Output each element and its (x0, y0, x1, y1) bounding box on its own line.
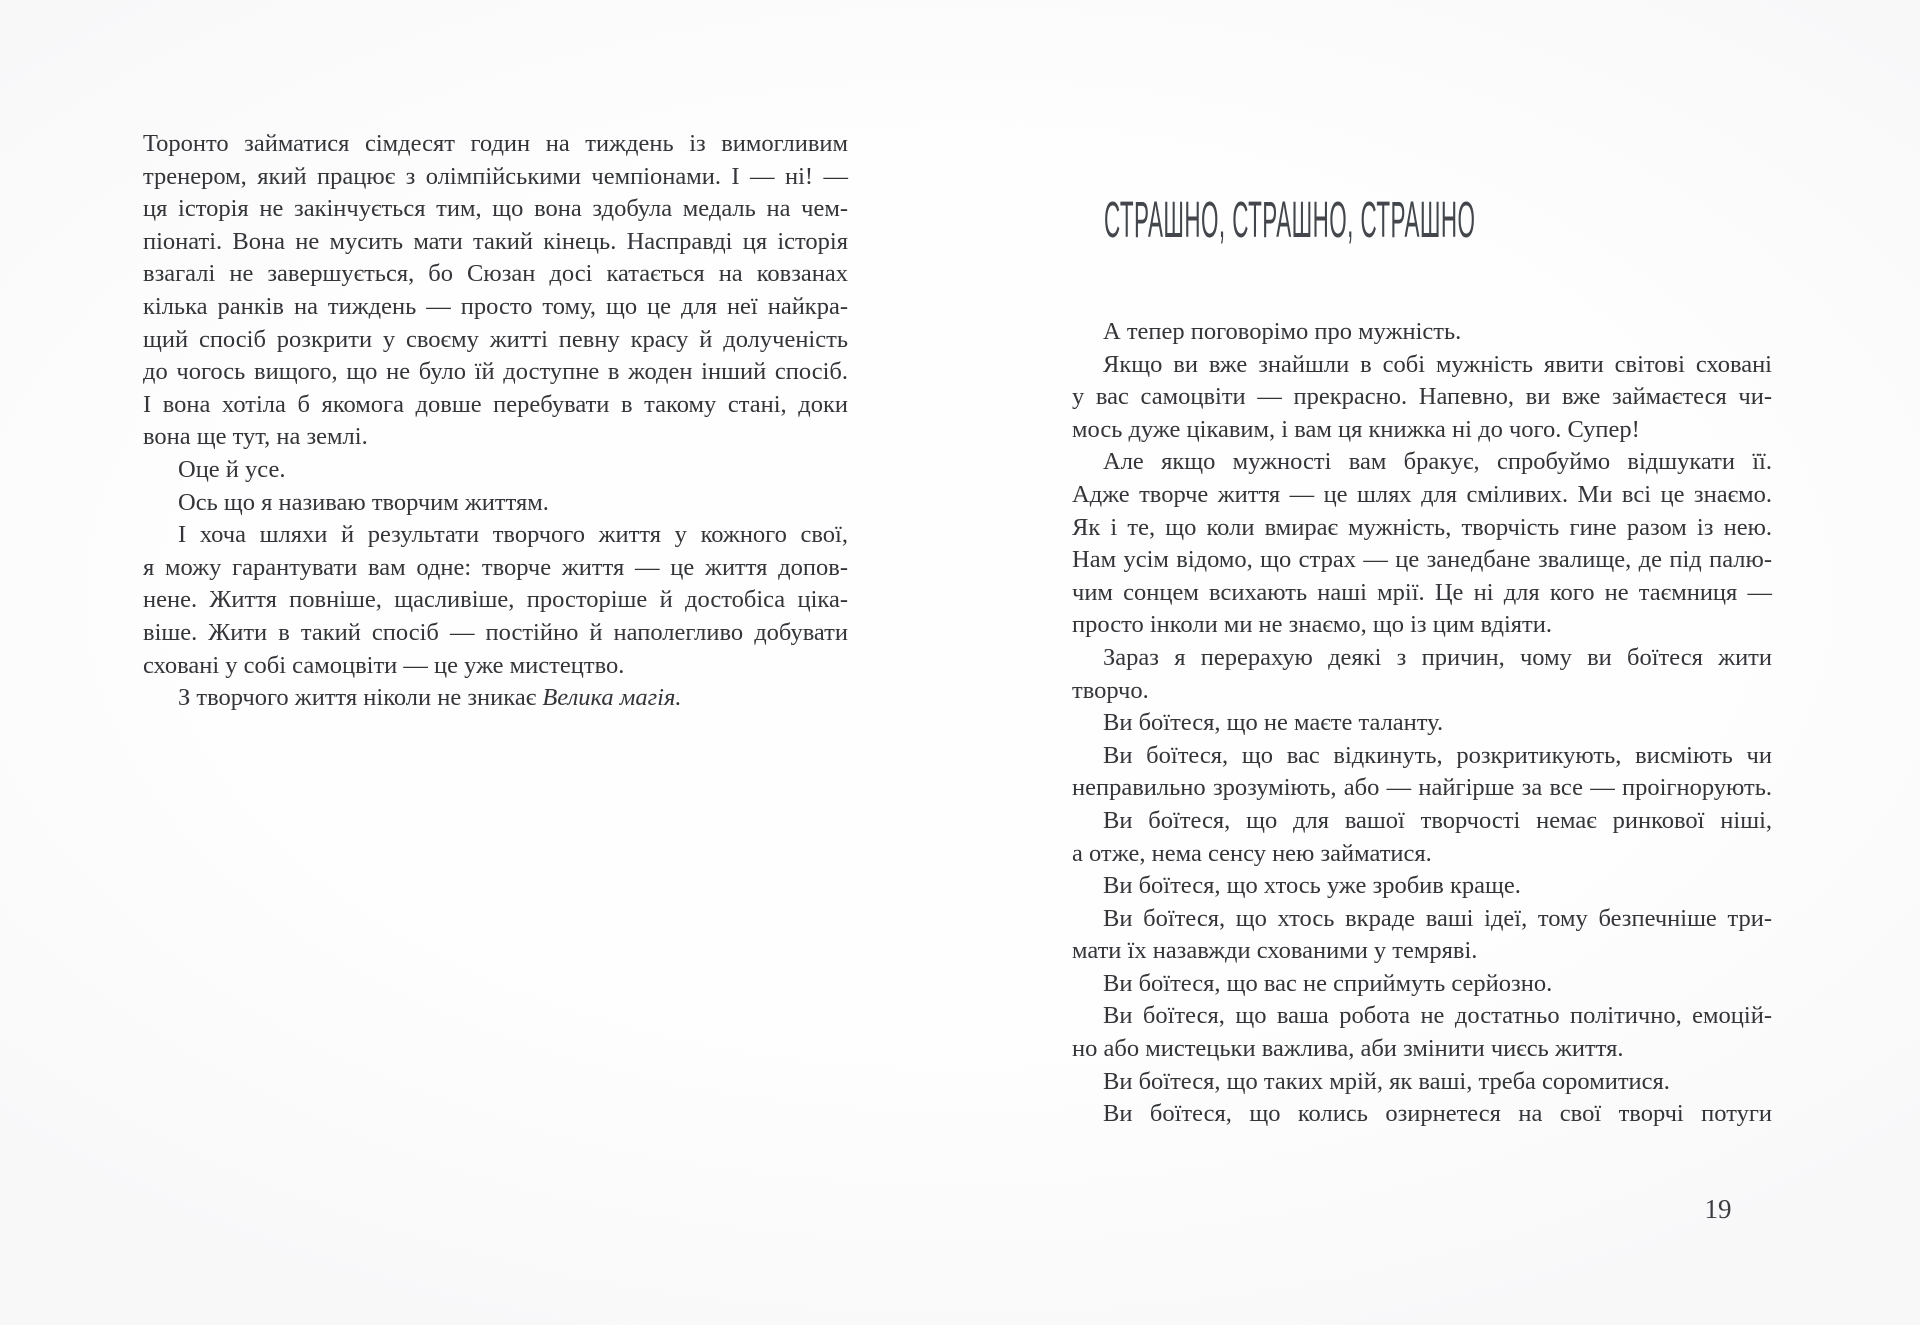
body-line (1072, 772, 1772, 805)
body-line-text: Ви боїтеся, що вас не сприймуть серйозно. (1103, 969, 1553, 997)
body-line-text: З творчого життя ніколи не зникає Велика магія. (178, 684, 682, 712)
body-line-text: І хоча шляхи й результати творчого життя у кожного свої, (178, 521, 848, 549)
body-line (1072, 512, 1772, 545)
body-line-text: кілька ранків на тиждень — просто тому, що це для неї найкра- (143, 292, 848, 320)
body-line-text: взагалі не завершується, бо Сюзан досі катається на ковзанах (143, 260, 848, 288)
body-line-text: Ви боїтеся, що вас відкинуть, розкритикують, висміють чи (1103, 741, 1772, 769)
body-line (143, 617, 848, 650)
body-line (143, 487, 848, 520)
chapter-heading: СТРАШНО, СТРАШНО, СТРАШНО (1104, 191, 1476, 248)
body-line-text: просто інколи ми не знаємо, що із цим вдіяти. (1072, 611, 1552, 639)
italic-phrase: Велика магія. (542, 684, 682, 712)
body-line (1072, 1098, 1772, 1131)
body-line (1072, 349, 1772, 382)
body-line-text: а отже, нема сенсу нею займатися. (1072, 839, 1432, 867)
body-line-text: нене. Життя повніше, щасливіше, просторіше й достобіса ціка- (143, 586, 848, 614)
body-line (143, 226, 848, 259)
body-line-text: Як і те, що коли вмирає мужність, творчість гине разом із нею. (1072, 513, 1772, 541)
body-line (143, 324, 848, 357)
page-number: 19 (1704, 1194, 1732, 1224)
body-line (1072, 805, 1772, 838)
body-line (1072, 935, 1772, 968)
body-line (1072, 609, 1772, 642)
body-line (143, 291, 848, 324)
body-line-text: Ви боїтеся, що колись озирнетеся на свої творчі потуги (1103, 1100, 1772, 1128)
body-line-text: Ви боїтеся, що для вашої творчості немає ринкової ніші, (1103, 806, 1772, 834)
body-line (143, 519, 848, 552)
body-line (143, 454, 848, 487)
body-line (143, 584, 848, 617)
body-line (1072, 544, 1772, 577)
body-line-text: мати їх назавжди схованими у темряві. (1072, 937, 1478, 965)
body-line (143, 128, 848, 161)
body-line-text: я можу гарантувати вам одне: творче життя — це життя допов- (143, 553, 848, 581)
body-line (143, 421, 848, 454)
body-line-text: Але якщо мужності вам бракує, спробуймо відшукати її. (1103, 448, 1772, 476)
body-line (1072, 446, 1772, 479)
body-line-text: Ось що я називаю творчим життям. (178, 488, 549, 516)
body-line-text: ця історія не закінчується тим, що вона здобула медаль на чем- (143, 195, 848, 223)
body-line (143, 389, 848, 422)
body-line (1072, 968, 1772, 1001)
body-line (1072, 381, 1772, 414)
body-line (143, 258, 848, 291)
body-line (1072, 1000, 1772, 1033)
body-line (143, 682, 848, 715)
body-line-text: Ви боїтеся, що не маєте таланту. (1103, 709, 1444, 737)
body-line (143, 161, 848, 194)
body-line-text: А тепер поговорімо про мужність. (1103, 318, 1462, 345)
right-text-column (1072, 316, 1772, 1131)
body-line-text: І вона хотіла б якомога довше перебувати в такому стані, доки (143, 390, 848, 418)
body-line (1072, 414, 1772, 447)
body-line (1072, 316, 1772, 349)
body-line-text: Торонто займатися сімдесят годин на тиждень із вимогливим (143, 130, 848, 157)
body-line-text: до чогось вищого, що не було їй доступне в жоден інший спосіб. (143, 358, 848, 386)
body-line (1072, 577, 1772, 610)
body-line (1072, 903, 1772, 936)
body-line-text: творчо. (1072, 676, 1149, 704)
body-line-text: неправильно зрозуміють, або — найгірше за все — проігнорують. (1072, 774, 1772, 802)
body-line (143, 193, 848, 226)
body-line-text: віше. Жити в такий спосіб — постійно й наполегливо добувати (143, 618, 848, 646)
body-line-text: піонаті. Вона не мусить мати такий кінець. Насправді ця історія (143, 227, 848, 255)
body-line-text: у вас самоцвіти — прекрасно. Напевно, ви вже займаєтеся чи- (1072, 383, 1772, 411)
body-line-text: Оце й усе. (178, 455, 286, 483)
body-line (1072, 1066, 1772, 1099)
body-line (143, 356, 848, 389)
body-line-text: Ви боїтеся, що таких мрій, як ваші, треба соромитися. (1103, 1067, 1670, 1095)
body-line-text: чим сонцем всихають наші мрії. Це ні для кого не таємниця — (1072, 578, 1772, 606)
body-line (1072, 642, 1772, 675)
body-line (1072, 870, 1772, 903)
body-line (1072, 740, 1772, 773)
body-line-text: Ви боїтеся, що хтось уже зробив краще. (1103, 872, 1521, 900)
body-line-text: Нам усім відомо, що страх — це занедбане звалище, де під палю- (1072, 546, 1772, 574)
body-line-text: Ви боїтеся, що ваша робота не достатньо політично, емоцій- (1103, 1002, 1772, 1030)
body-line-text: Ви боїтеся, що хтось вкраде ваші ідеї, тому безпечніше три- (1103, 904, 1772, 932)
body-line (1072, 1033, 1772, 1066)
body-line-text: Адже творче життя — це шлях для сміливих. Ми всі це знаємо. (1072, 480, 1772, 508)
body-line (1072, 479, 1772, 512)
body-line-text: сховані у собі самоцвіти — це уже мистецтво. (143, 651, 625, 679)
body-line-text: Якщо ви вже знайшли в собі мужність явити світові сховані (1103, 350, 1772, 378)
body-line (1072, 707, 1772, 740)
body-line-text: тренером, який працює з олімпійськими чемпіонами. І — ні! — (143, 162, 848, 190)
body-line-text: Зараз я перерахую деякі з причин, чому ви боїтеся жити (1103, 643, 1772, 671)
body-line-text: вона ще тут, на землі. (143, 423, 368, 451)
body-line (1072, 838, 1772, 871)
body-line-text: мось дуже цікавим, і вам ця книжка ні до чого. Супер! (1072, 415, 1640, 443)
body-line (1072, 675, 1772, 708)
body-line-text: щий спосіб розкрити у своєму житті певну красу й долученість (143, 325, 848, 353)
body-line (143, 552, 848, 585)
body-line-text: но або мистецьки важлива, аби змінити чиєсь життя. (1072, 1035, 1624, 1063)
left-text-column (143, 128, 848, 715)
body-line (143, 650, 848, 683)
